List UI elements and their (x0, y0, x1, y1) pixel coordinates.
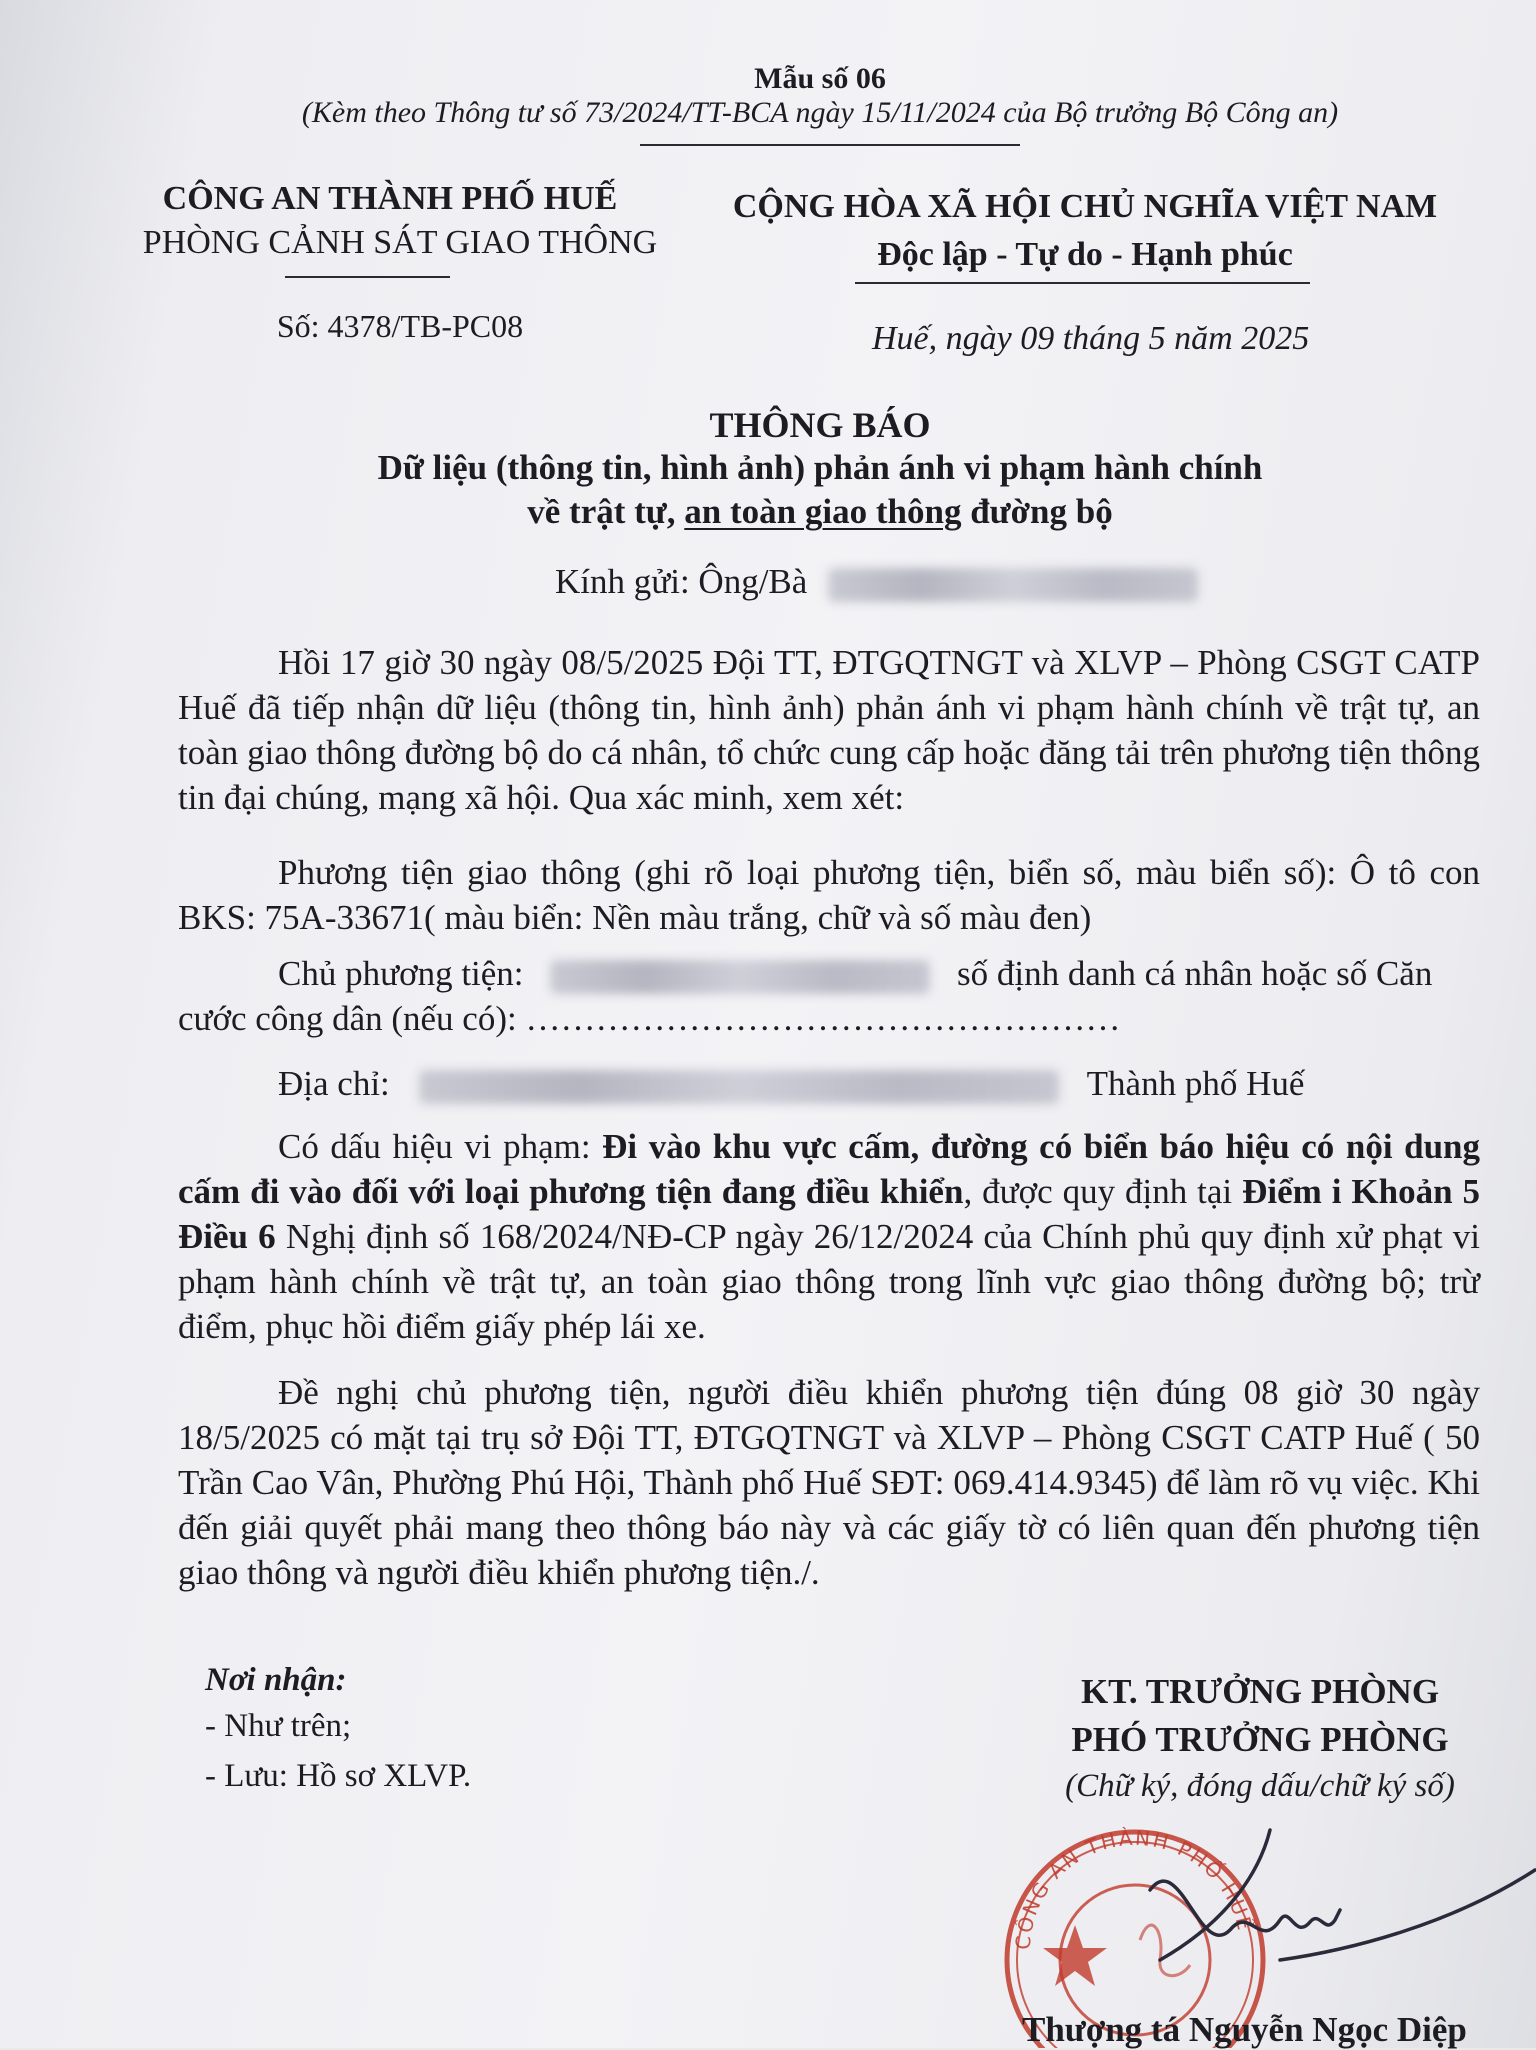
owner-id-line: cước công dân (nếu có): …………………………………………… (178, 999, 1121, 1038)
issuer-line2: PHÒNG CẢNH SÁT GIAO THÔNG (142, 224, 658, 261)
recipients-title: Nơi nhận: (205, 1662, 347, 1698)
place-date: Huế, ngày 09 tháng 5 năm 2025 (872, 320, 1310, 357)
handwritten-signature (1120, 1810, 1536, 1970)
national-motto: Độc lập - Tự do - Hạnh phúc (877, 236, 1293, 273)
form-reference: (Kèm theo Thông tư số 73/2024/TT-BCA ngày 15/11/2024 của Bộ trưởng Bộ Công an) (301, 96, 1339, 129)
paragraph-request: Đề nghị chủ phương tiện, người điều khiển phương tiện đúng 08 giờ 30 ngày 18/5/2025 có mặt tại trụ sở Đội TT, ĐTGQTNGT và XLVP – Phòng CSGT CATP Huế ( 50 Trần Cao Vân, Phường Phú Hội, Thành phố Huế SĐT: 069.414.9345) để làm rõ vụ việc. Khi đến giải quyết phải mang theo thông báo này và các giấy tờ có liên quan đến phương tiện giao thông và người điều khiển phương tiện./. (178, 1373, 1480, 1592)
redacted-address (419, 1070, 1059, 1104)
doc-subtitle-2: về trật tự, an toàn giao thông đường bộ (527, 492, 1113, 531)
paragraph-vehicle: Phương tiện giao thông (ghi rõ loại phương tiện, biển số, màu biển số): Ô tô con BKS: 75A-33671( màu biển: Nền màu trắng, chữ và số màu đen) (178, 853, 1480, 937)
address-tail: Thành phố Huế (1086, 1064, 1305, 1103)
header-rule (640, 144, 1020, 146)
recipients-item-2: - Lưu: Hồ sơ XLVP. (205, 1758, 472, 1794)
violation-description: Đi vào khu vực cấm, đường có biển báo hiệu có nội dung cấm đi vào đối với loại phương tiện đang điều khiển (178, 1127, 1481, 1211)
violation-clause: Điểm i Khoản 5 Điều 6 (178, 1172, 1480, 1256)
signature-title-1: KT. TRƯỞNG PHÒNG (1080, 1672, 1440, 1711)
recipients-item-1: - Như trên; (205, 1708, 352, 1744)
redacted-recipient (828, 568, 1198, 602)
signer-name: Thượng tá Nguyễn Ngọc Diệp (1022, 2010, 1467, 2049)
doc-number: Số: 4378/TB-PC08 (276, 308, 524, 344)
issuer-rule (285, 276, 450, 278)
signature-note: (Chữ ký, đóng dấu/chữ ký số) (1065, 1768, 1455, 1804)
doc-title: THÔNG BÁO (709, 405, 931, 445)
paragraph-violation: Có dấu hiệu vi phạm: Đi vào khu vực cấm, đường có biển báo hiệu có nội dung cấm đi vào đối với loại phương tiện đang điều khiển, được quy định tại Điểm i Khoản 5 Điều 6 Nghị định số 168/2024/NĐ-CP ngày 26/12/2024 của Chính phủ quy định xử phạt vi phạm hành chính về trật tự, an toàn giao thông trong lĩnh vực giao thông đường bộ; trừ điểm, phục hồi điểm giấy phép lái xe. (178, 1127, 1481, 1346)
motto-rule (855, 282, 1310, 284)
owner-tail: số định danh cá nhân hoặc số Căn (957, 954, 1433, 993)
owner-label: Chủ phương tiện: (278, 954, 524, 993)
doc-subtitle-1: Dữ liệu (thông tin, hình ảnh) phản ánh vi phạm hành chính (377, 448, 1263, 487)
paragraph-intro: Hồi 17 giờ 30 ngày 08/5/2025 Đội TT, ĐTGQTNGT và XLVP – Phòng CSGT CATP Huế đã tiếp nhận dữ liệu (thông tin, hình ảnh) phản ánh vi phạm hành chính về trật tự, an toàn giao thông đường bộ do cá nhân, tổ chức cung cấp hoặc đăng tải trên phương tiện thông tin đại chúng, mạng xã hội. Qua xác minh, xem xét: (178, 643, 1480, 817)
issuer-line1: CÔNG AN THÀNH PHỐ HUẾ (162, 180, 618, 217)
address-label: Địa chỉ: (278, 1064, 390, 1103)
recipient-label: Kính gửi: Ông/Bà (555, 562, 808, 601)
stamp-text: CÔNG AN THÀNH PHỐ HUẾ (1010, 1825, 1258, 1951)
signature-title-2: PHÓ TRƯỞNG PHÒNG (1071, 1720, 1449, 1759)
redacted-owner (550, 960, 930, 994)
address-line (278, 1064, 1304, 1104)
recipient-line (555, 562, 1198, 602)
owner-line (278, 954, 1432, 994)
form-number: Mẫu số 06 (754, 62, 886, 95)
subtitle-underlined: an toàn giao thông (684, 492, 962, 531)
national-name: CỘNG HÒA XÃ HỘI CHỦ NGHĨA VIỆT NAM (732, 188, 1438, 225)
